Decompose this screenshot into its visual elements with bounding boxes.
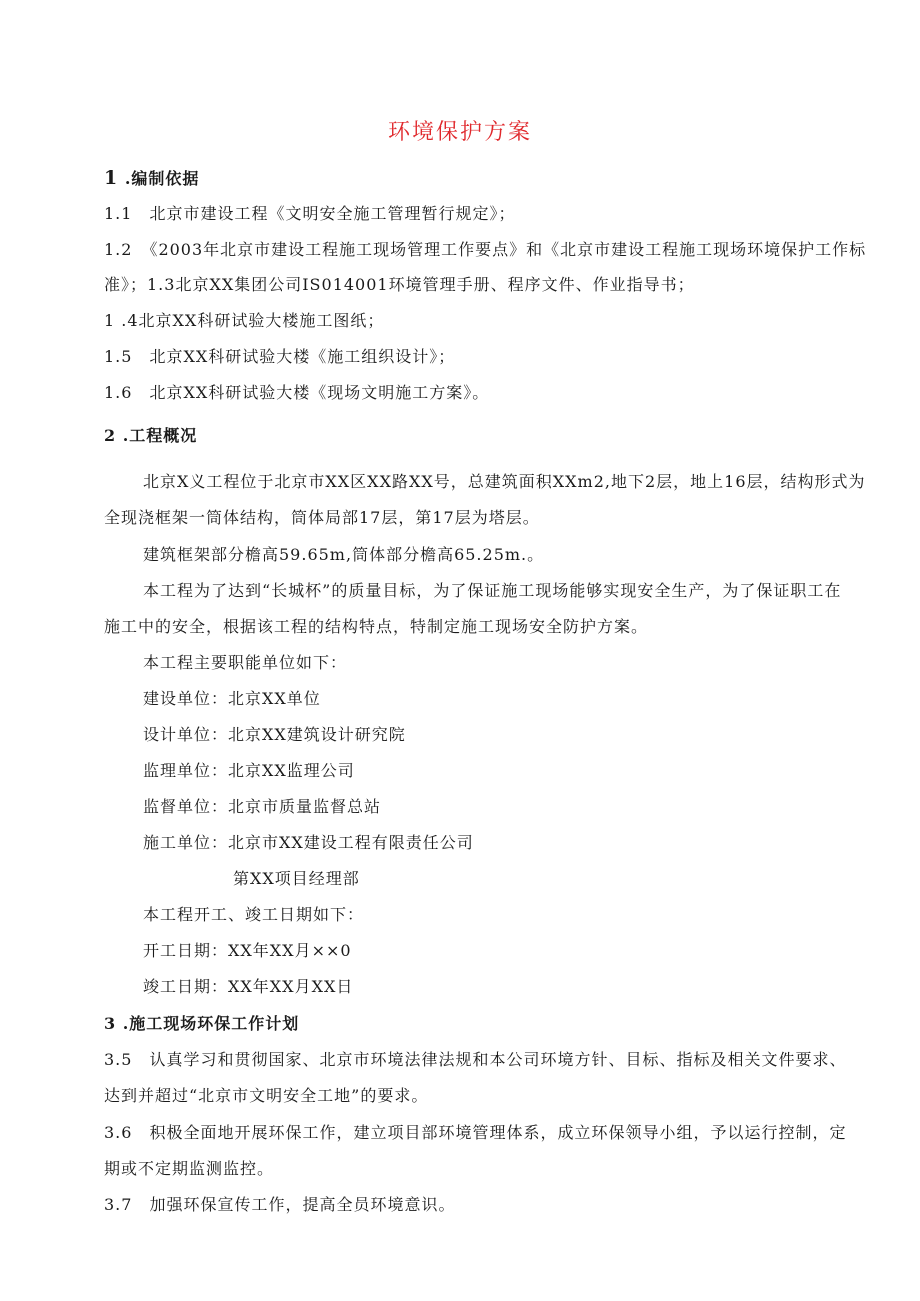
date-line: 开工日期：XX年XX月××0 bbox=[143, 941, 352, 960]
section-1-line: 1.5 北京XX科研试验大楼《施工组织设计》； bbox=[104, 347, 456, 366]
organization-line: 建设单位：北京XX单位 bbox=[143, 689, 321, 708]
section-1-heading-text: .编制依据 bbox=[124, 169, 200, 188]
section-3-heading: 3 .施工现场环保工作计划 bbox=[104, 1014, 300, 1033]
section-2-line: 本工程为了达到“长城杯”的质量目标，为了保证施工现场能够实现安全生产，为了保证职工在 bbox=[143, 581, 842, 600]
section-3-line: 3.6 积极全面地开展环保工作，建立项目部环境管理体系，成立环保领导小组，予以运行控制，定 bbox=[104, 1123, 847, 1142]
organization-line: 设计单位：北京XX建筑设计研究院 bbox=[143, 725, 406, 744]
date-line: 竣工日期：XX年XX月XX日 bbox=[143, 977, 354, 996]
organization-line: 施工单位：北京市XX建设工程有限责任公司 bbox=[143, 833, 474, 852]
section-1-heading-number: 1 bbox=[104, 167, 119, 189]
section-1-line: 准》；1.3北京XX集团公司IS014001环境管理手册、程序文件、作业指导书； bbox=[104, 275, 695, 294]
section-1-line: 1.6 北京XX科研试验大楼《现场文明施工方案》。 bbox=[104, 383, 490, 402]
section-1-line: 1.1 北京市建设工程《文明安全施工管理暂行规定》； bbox=[104, 204, 516, 223]
organization-line: 监督单位：北京市质量监督总站 bbox=[143, 797, 382, 816]
page-title: 环境保护方案 bbox=[387, 120, 532, 145]
section-2-line: 北京X义工程位于北京市XX区XX路XX号，总建筑面积XXm2,地下2层，地上16层，结构形式为 bbox=[143, 472, 866, 491]
organization-line: 第XX项目经理部 bbox=[233, 869, 360, 888]
section-1-line: 1.2 《2003年北京市建设工程施工现场管理工作要点》和《北京市建设工程施工现场环境保护工作标 bbox=[104, 240, 867, 259]
section-3-line: 达到并超过“北京市文明安全工地”的要求。 bbox=[104, 1086, 429, 1105]
section-2-line: 施工中的安全，根据该工程的结构特点，特制定施工现场安全防护方案。 bbox=[104, 617, 649, 636]
section-2-line: 全现浇框架一筒体结构，筒体局部17层，第17层为塔层。 bbox=[104, 508, 540, 527]
section-2-line: 本工程主要职能单位如下： bbox=[143, 653, 348, 672]
section-3-line: 3.5 认真学习和贯彻国家、北京市环境法律法规和本公司环境方针、目标、指标及相关文件要求、 bbox=[104, 1050, 847, 1069]
section-3-line: 期或不定期监测监控。 bbox=[104, 1159, 275, 1178]
section-2-line: 本工程开工、竣工日期如下： bbox=[143, 905, 365, 924]
section-3-line: 3.7 加强环保宣传工作，提高全员环境意识。 bbox=[104, 1195, 456, 1214]
section-2-line: 建筑框架部分檐高59.65m,筒体部分檐高65.25m.。 bbox=[143, 545, 545, 564]
section-1-line: 1 .4北京XX科研试验大楼施工图纸； bbox=[104, 311, 385, 330]
section-2-heading: 2 .工程概况 bbox=[104, 426, 198, 445]
organization-line: 监理单位：北京XX监理公司 bbox=[143, 761, 355, 780]
section-1-heading bbox=[104, 166, 199, 191]
